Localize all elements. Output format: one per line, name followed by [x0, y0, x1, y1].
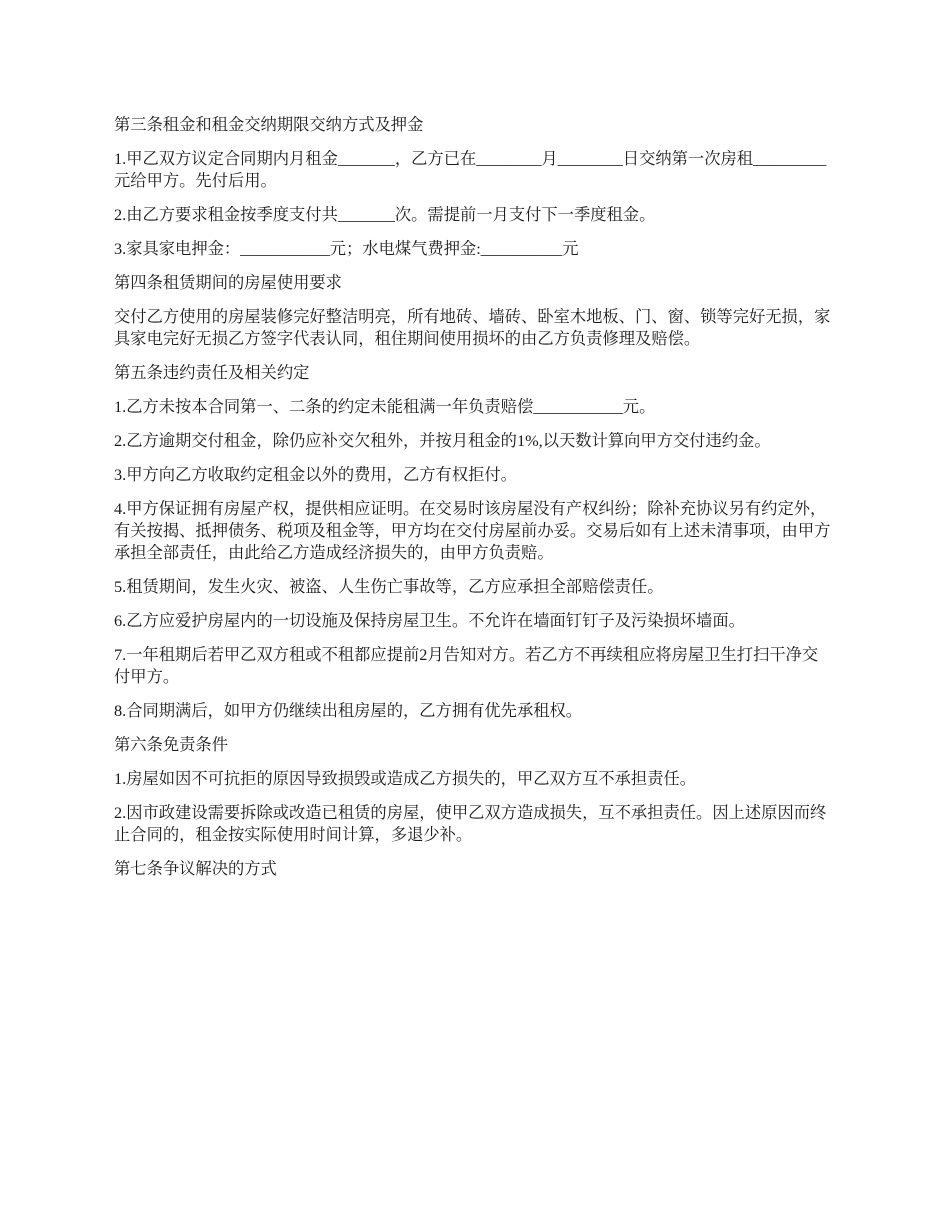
section-heading-article-4: 第四条租赁期间的房屋使用要求 [114, 273, 342, 292]
section-heading-article-3: 第三条租金和租金交纳期限交纳方式及押金 [114, 115, 424, 134]
clause-4-body: 交付乙方使用的房屋装修完好整洁明亮，所有地砖、墙砖、卧室木地板、门、窗、锁等完好无损，家具家电完好无损乙方签字代表认同，租住期间使用损坏的由乙方负责修理及赔偿。 [114, 307, 831, 348]
clause-5-4: 4.甲方保证拥有房屋产权，提供相应证明。在交易时该房屋没有产权纠纷；除补充协议另有约定外，有关按揭、抵押债务、税项及租金等，甲方均在交付房屋前办妥。交易后如有上述未清事项，由甲方承担全部责任，由此给乙方造成经济损失的，由甲方负责赔。 [114, 499, 831, 562]
section-heading-article-5: 第五条违约责任及相关约定 [114, 363, 310, 382]
clause-5-7: 7.一年租期后若甲乙双方租或不租都应提前2月告知对方。若乙方不再续租应将房屋卫生打扫干净交付甲方。 [114, 645, 819, 686]
clause-5-2: 2.乙方逾期交付租金，除仍应补交欠租外，并按月租金的1%,以天数计算向甲方交付违约金。 [114, 431, 771, 450]
clause-5-5: 5.租赁期间，发生火灾、被盗、人生伤亡事故等，乙方应承担全部赔偿责任。 [114, 577, 664, 596]
clause-3-2: 2.由乙方要求租金按季度支付共_______次。需提前一月支付下一季度租金。 [114, 205, 656, 224]
clause-5-3: 3.甲方向乙方收取约定租金以外的费用，乙方有权拒付。 [114, 465, 517, 484]
clause-3-1: 1.甲乙双方议定合同期内月租金_______，乙方已在________月________日交纳第一次房租_________元给甲方。先付后用。 [114, 149, 827, 190]
clause-6-1: 1.房屋如因不可抗拒的原因导致损毁或造成乙方损失的，甲乙双方互不承担责任。 [114, 769, 697, 788]
section-heading-article-7: 第七条争议解决的方式 [114, 859, 277, 878]
document-page [114, 114, 834, 892]
clause-5-1: 1.乙方未按本合同第一、二条的约定未能租满一年负责赔偿___________元。 [114, 397, 656, 416]
clause-5-6: 6.乙方应爱护房屋内的一切设施及保持房屋卫生。不允许在墙面钉钉子及污染损坏墙面。 [114, 611, 745, 630]
clause-6-2: 2.因市政建设需要拆除或改造已租赁的房屋，使甲乙双方造成损失，互不承担责任。因上述原因而终止合同的，租金按实际使用时间计算，多退少补。 [114, 803, 827, 844]
clause-5-8: 8.合同期满后，如甲方仍继续出租房屋的，乙方拥有优先承租权。 [114, 701, 583, 720]
section-heading-article-6: 第六条免责条件 [114, 735, 228, 754]
clause-3-3: 3.家具家电押金：___________元；水电煤气费押金:__________元 [114, 239, 579, 258]
